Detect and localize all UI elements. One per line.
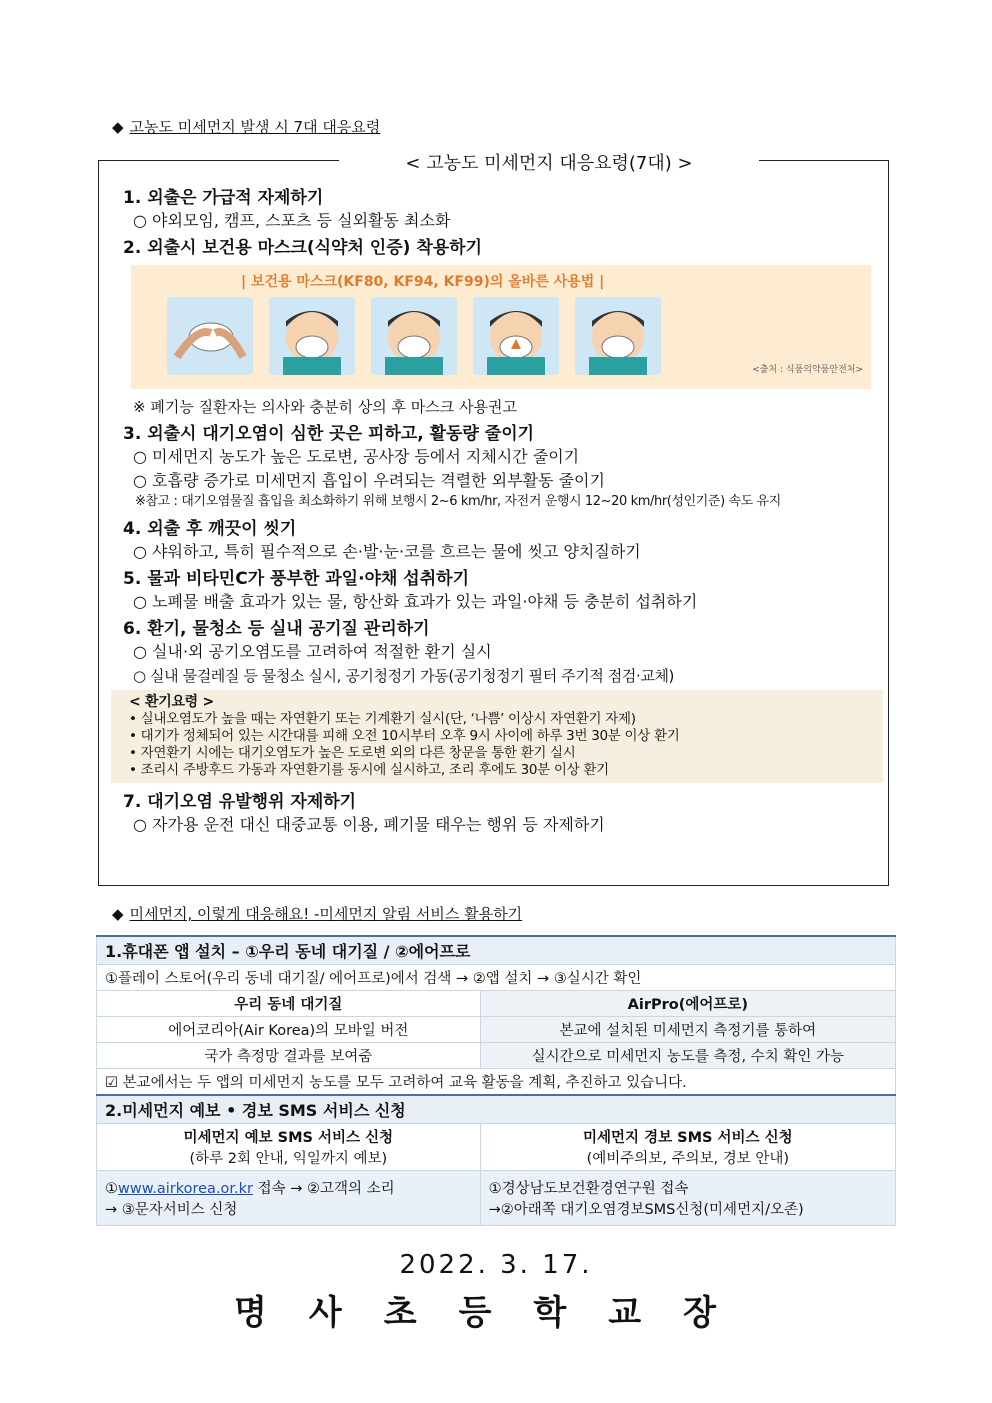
mask-step-1-image bbox=[167, 297, 253, 375]
mask-panel-caption: | 보건용 마스크(KF80, KF94, KF99)의 올바른 사용법 | bbox=[241, 274, 605, 290]
vent-line-3: • 자연환기 시에는 대기오염도가 높은 도로변 외의 다른 창문을 통한 환기 실시 bbox=[129, 745, 576, 761]
section1-title: 고농도 미세먼지 발생 시 7대 대응요령 bbox=[129, 118, 381, 136]
vent-line-4: • 조리시 주방후드 가동과 자연환기를 동시에 실시하고, 조리 후에도 30분 이상 환기 bbox=[129, 762, 609, 778]
airpro-desc-1: 본교에 설치된 미세먼지 측정기를 통하여 bbox=[480, 1017, 895, 1043]
diamond-icon: ◆ bbox=[112, 118, 124, 136]
mask-step-2-image bbox=[269, 297, 355, 375]
document-date: 2022. 3. 17. bbox=[399, 1250, 593, 1280]
box-title: < 고농도 미세먼지 대응요령(7대) > bbox=[339, 149, 759, 175]
item2-note: ※ 폐기능 질환자는 의사와 충분히 상의 후 마스크 사용권고 bbox=[133, 398, 517, 416]
local-air-desc-2: 국가 측정망 결과를 보여줌 bbox=[97, 1043, 481, 1069]
item4-heading: 4. 외출 후 깨끗이 씻기 bbox=[123, 519, 297, 539]
item1-body: ○ 야외모임, 캠프, 스포츠 등 실외활동 최소화 bbox=[133, 211, 451, 230]
item4-body: ○ 샤워하고, 특히 필수적으로 손·발·눈·코를 흐르는 물에 씻고 양치질하기 bbox=[133, 542, 641, 561]
section2-heading bbox=[112, 903, 522, 924]
ventilation-tips bbox=[111, 690, 883, 783]
mask-step-3-image bbox=[371, 297, 457, 375]
mask-panel-source: <출처 : 식품의약품안전처> bbox=[752, 365, 863, 375]
item7-heading: 7. 대기오염 유발행위 자제하기 bbox=[123, 792, 357, 812]
item7-body: ○ 자가용 운전 대신 대중교통 이용, 폐기물 태우는 행위 등 자제하기 bbox=[133, 815, 605, 834]
mask-step-5-image bbox=[575, 297, 661, 375]
response-guide-box bbox=[98, 153, 889, 886]
item3-bullet1: ○ 미세먼지 농도가 높은 도로변, 공사장 등에서 지체시간 줄이기 bbox=[133, 447, 580, 466]
vent-line-1: • 실내오염도가 높을 때는 자연환기 또는 기계환기 실시(단, ‘나쁨’ 이상시 자연환기 자제) bbox=[129, 711, 636, 727]
item1-heading: 1. 외출은 가급적 자제하기 bbox=[123, 188, 324, 208]
item6-heading: 6. 환기, 물청소 등 실내 공기질 관리하기 bbox=[123, 619, 430, 639]
table-row-sms-title: 2.미세먼지 예보 • 경보 SMS 서비스 신청 bbox=[97, 1095, 896, 1124]
diamond-icon: ◆ bbox=[112, 905, 124, 923]
table-row-app-steps: ①플레이 스토어(우리 동네 대기질/ 에어프로)에서 검색 → ②앱 설치 → ③실시간 확인 bbox=[97, 965, 896, 991]
local-air-desc-1: 에어코리아(Air Korea)의 모바일 버전 bbox=[97, 1017, 481, 1043]
item5-body: ○ 노폐물 배출 효과가 있는 물, 항산화 효과가 있는 과일·야채 등 충분히 섭취하기 bbox=[133, 592, 698, 611]
school-principal-signature: 명사초등학교장 bbox=[234, 1293, 758, 1333]
sms-warning-header: 미세먼지 경보 SMS 서비스 신청 (예비주의보, 주의보, 경보 안내) bbox=[480, 1124, 895, 1171]
item3-heading: 3. 외출시 대기오염이 심한 곳은 피하고, 활동량 줄이기 bbox=[123, 424, 535, 444]
vent-line-2: • 대기가 정체되어 있는 시간대를 피해 오전 10시부터 오후 9시 사이에 하루 3번 30분 이상 환기 bbox=[129, 728, 680, 744]
sms-forecast-header: 미세먼지 예보 SMS 서비스 신청 (하루 2회 안내, 익일까지 예보) bbox=[97, 1124, 481, 1171]
vent-title: < 환기요령 > bbox=[129, 694, 214, 710]
sms-forecast-steps: ①www.airkorea.or.kr 접속 → ②고객의 소리 → ③문자서비스 신청 bbox=[97, 1171, 481, 1226]
item6-bullet1: ○ 실내·외 공기오염도를 고려하여 적절한 환기 실시 bbox=[133, 642, 492, 661]
table-row-app-title: 1.휴대폰 앱 설치 – ①우리 동네 대기질 / ②에어프로 bbox=[97, 936, 896, 965]
checkbox-note: ☑ 본교에서는 두 앱의 미세먼지 농도를 모두 고려하여 교육 활동을 계획, 추진하고 있습니다. bbox=[97, 1069, 896, 1096]
item6-bullet2: ○ 실내 물걸레질 등 물청소 실시, 공기청정기 가동(공기청정기 필터 주기적 점검·교체) bbox=[133, 667, 674, 685]
section1-heading bbox=[112, 116, 380, 137]
item3-bullet2: ○ 호흡량 증가로 미세먼지 흡입이 우려되는 격렬한 외부활동 줄이기 bbox=[133, 471, 605, 490]
item5-heading: 5. 물과 비타민C가 풍부한 과일·야채 섭취하기 bbox=[123, 569, 469, 589]
sms-warning-steps: ①경상남도보건환경연구원 접속 →②아래쪽 대기오염경보SMS신청(미세먼지/오존) bbox=[480, 1171, 895, 1226]
airkorea-link[interactable]: www.airkorea.or.kr bbox=[118, 1181, 254, 1197]
alert-service-table bbox=[96, 935, 896, 1226]
col-header-airpro: AirPro(에어프로) bbox=[480, 991, 895, 1017]
airpro-desc-2: 실시간으로 미세먼지 농도를 측정, 수치 확인 가능 bbox=[480, 1043, 895, 1069]
col-header-local-air: 우리 동네 대기질 bbox=[97, 991, 481, 1017]
mask-step-4-image bbox=[473, 297, 559, 375]
section2-title: 미세먼지, 이렇게 대응해요! -미세먼지 알림 서비스 활용하기 bbox=[129, 905, 523, 923]
item2-heading: 2. 외출시 보건용 마스크(식약처 인증) 착용하기 bbox=[123, 238, 483, 258]
item3-note: ※참고 : 대기오염물질 흡입을 최소화하기 위해 보행시 2~6 km/hr, 자전거 운행시 12~20 km/hr(성인기준) 속도 유지 bbox=[135, 494, 781, 509]
mask-usage-image bbox=[131, 265, 871, 389]
